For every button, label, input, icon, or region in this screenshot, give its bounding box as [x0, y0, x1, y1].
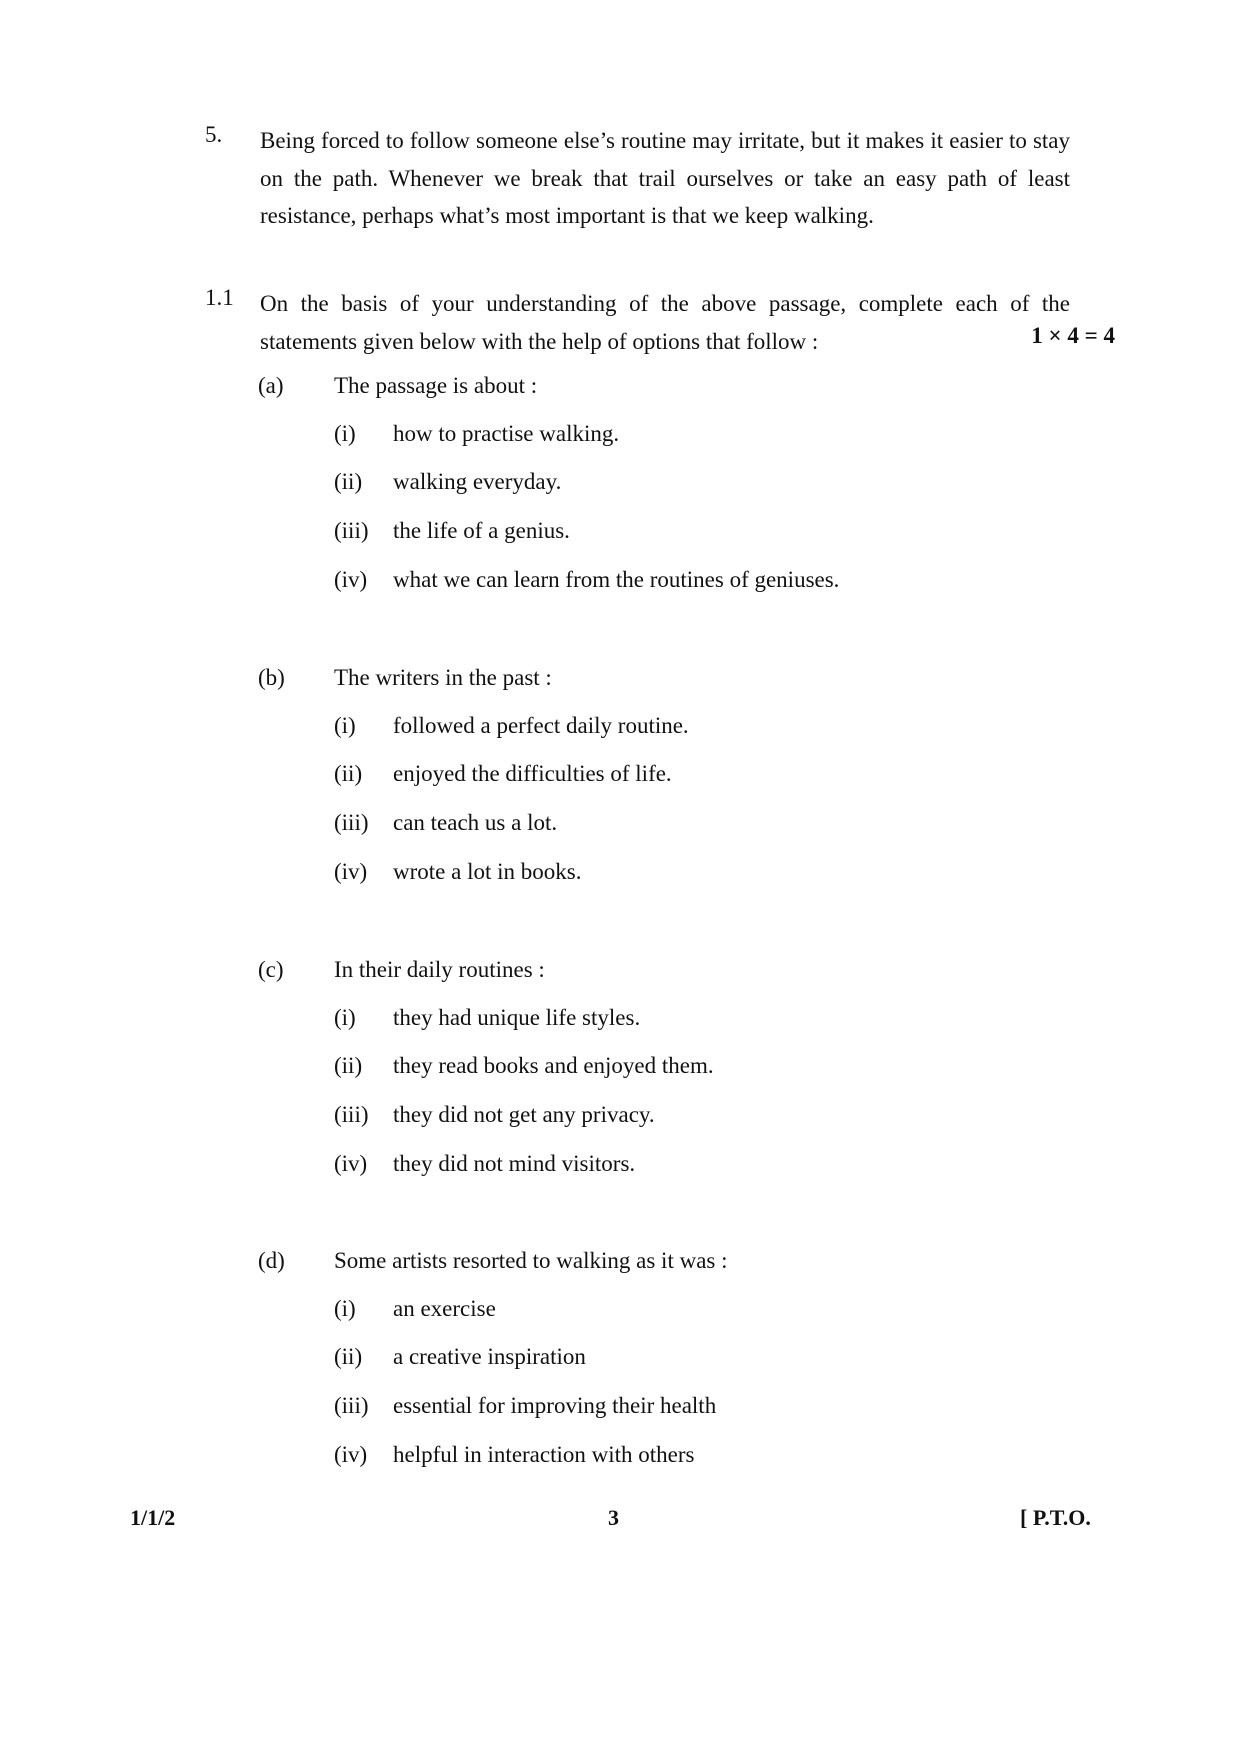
option-text: followed a perfect daily routine.	[393, 713, 689, 738]
option-text: they did not get any privacy.	[393, 1102, 655, 1127]
option-number: (ii)	[334, 761, 363, 786]
option-text: can teach us a lot.	[393, 810, 558, 835]
subquestion-stem: The writers in the past :	[334, 665, 552, 690]
option-text: they read books and enjoyed them.	[393, 1053, 714, 1078]
subquestion-label: (a)	[258, 373, 284, 398]
option-number: (iii)	[334, 1393, 369, 1418]
option-number: (iv)	[334, 1442, 368, 1467]
option-number: (iii)	[334, 810, 369, 835]
question-1-1	[205, 285, 1115, 361]
option-text: they did not mind visitors.	[393, 1151, 636, 1176]
option-number: (iv)	[334, 1151, 368, 1176]
paper-code: 1/1/2	[130, 1505, 176, 1530]
paragraph-number: 5.	[205, 122, 223, 147]
option-number: (iii)	[334, 518, 369, 543]
option-text: they had unique life styles.	[393, 1005, 641, 1030]
subquestion-label: (c)	[258, 957, 284, 982]
option-text: essential for improving their health	[393, 1393, 717, 1418]
question-instruction-line-2-row	[260, 323, 1115, 361]
option-number: (iv)	[334, 567, 368, 592]
option-text: helpful in interaction with others	[393, 1442, 695, 1467]
option-number: (i)	[334, 1296, 356, 1321]
option-number: (iv)	[334, 859, 368, 884]
please-turn-over: [ P.T.O.	[1020, 1505, 1091, 1530]
option-number: (i)	[334, 421, 356, 446]
option-text: a creative inspiration	[393, 1344, 586, 1369]
option-number: (i)	[334, 713, 356, 738]
option-number: (ii)	[334, 469, 363, 494]
question-instruction-line-2: statements given below with the help of options that follow :	[260, 329, 819, 354]
question-marks: 1 × 4 = 4	[1031, 323, 1115, 348]
option-text: walking everyday.	[393, 469, 562, 494]
page-number: 3	[608, 1505, 619, 1530]
passage-paragraph	[205, 122, 1070, 235]
option-text: enjoyed the difficulties of life.	[393, 761, 672, 786]
subquestion-stem: The passage is about :	[334, 373, 538, 398]
option-text: wrote a lot in books.	[393, 859, 582, 884]
question-number: 1.1	[205, 285, 234, 310]
option-text: an exercise	[393, 1296, 496, 1321]
option-number: (i)	[334, 1005, 356, 1030]
option-text: how to practise walking.	[393, 421, 620, 446]
option-number: (iii)	[334, 1102, 369, 1127]
subquestion-label: (d)	[258, 1248, 285, 1273]
option-text: the life of a genius.	[393, 518, 570, 543]
paragraph-text: Being forced to follow someone else’s routine may irritate, but it makes it easier to stay on the path. Whenever we break that trail ourselves or take an easy path of least resistance, perhaps what’s most important is that we keep walking.	[260, 128, 1070, 228]
option-text: what we can learn from the routines of geniuses.	[393, 567, 840, 592]
subquestion-label: (b)	[258, 665, 285, 690]
subquestion-stem: In their daily routines :	[334, 957, 545, 982]
option-number: (ii)	[334, 1053, 363, 1078]
question-instruction-line-1: On the basis of your understanding of the above passage, complete each of the	[260, 291, 1070, 316]
option-number: (ii)	[334, 1344, 363, 1369]
subquestion-stem: Some artists resorted to walking as it was :	[334, 1248, 728, 1273]
